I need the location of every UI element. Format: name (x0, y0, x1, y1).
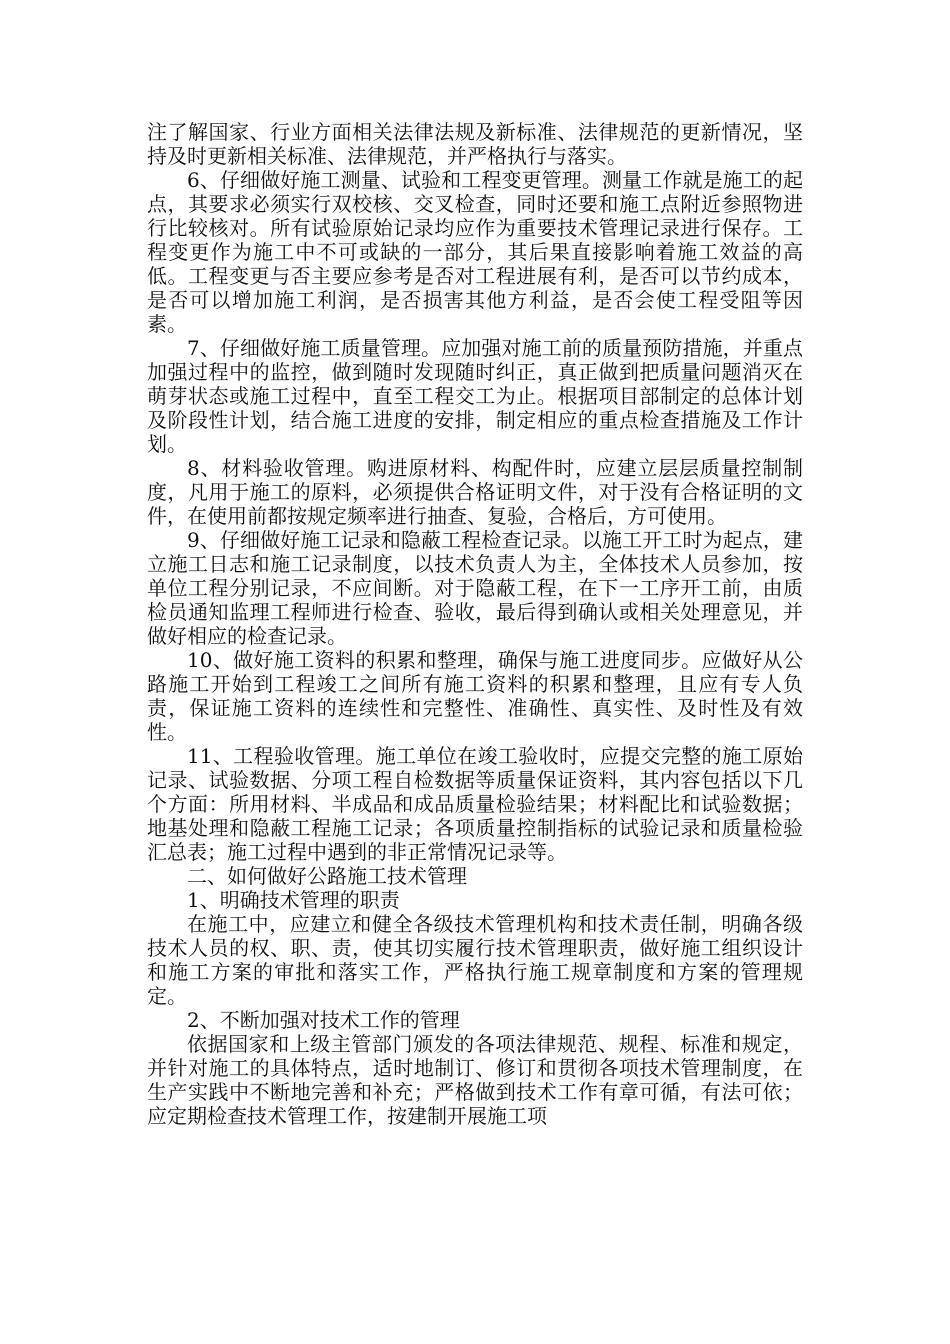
paragraph-continuation: 注了解国家、行业方面相关法律法规及新标准、法律规范的更新情况，坚持及时更新相关标准、法律规范，并严格执行与落实。 (147, 120, 803, 168)
paragraph-item-8: 8、材料验收管理。购进原材料、构配件时，应建立层层质量控制制度，凡用于施工的原料，必须提供合格证明文件，对于没有合格证明的文件，在使用前都按规定频率进行抽查、复验，合格后，方可使用。 (147, 456, 803, 528)
paragraph-item-11: 11、工程验收管理。施工单位在竣工验收时，应提交完整的施工原始记录、试验数据、分项工程自检数据等质量保证资料，其内容包括以下几个方面：所用材料、半成品和成品质量检验结果；材料配比和试验数据；地基处理和隐蔽工程施工记录；各项质量控制指标的试验记录和质量检验汇总表；施工过程中遇到的非正常情况记录等。 (147, 744, 803, 864)
subsection-heading-1: 1、明确技术管理的职责 (187, 888, 400, 912)
paragraph-responsibilities: 在施工中，应建立和健全各级技术管理机构和技术责任制，明确各级技术人员的权、职、责，使其切实履行技术管理职责，做好施工组织设计和施工方案的审批和落实工作，严格执行施工规章制度和方案的管理规定。 (147, 912, 803, 1008)
paragraph-item-7: 7、仔细做好施工质量管理。应加强对施工前的质量预防措施，并重点加强过程中的监控，做到随时发现随时纠正，真正做到把质量问题消灭在萌芽状态或施工过程中，直至工程交工为止。根据项目部制定的总体计划及阶段性计划，结合施工进度的安排，制定相应的重点检查措施及工作计划。 (147, 336, 803, 456)
document-body (147, 120, 803, 1128)
paragraph-technical-work: 依据国家和上级主管部门颁发的各项法律规范、规程、标准和规定，并针对施工的具体特点，适时地制订、修订和贯彻各项技术管理制度，在生产实践中不断地完善和补充；严格做到技术工作有章可循，有法可依；应定期检查技术管理工作，按建制开展施工项 (147, 1032, 803, 1128)
paragraph-item-10: 10、做好施工资料的积累和整理，确保与施工进度同步。应做好从公路施工开始到工程竣工之间所有施工资料的积累和整理，且应有专人负责，保证施工资料的连续性和完整性、准确性、真实性、及时性及有效性。 (147, 648, 803, 744)
paragraph-item-6: 6、仔细做好施工测量、试验和工程变更管理。测量工作就是施工的起点，其要求必须实行双校核、交叉检查，同时还要和施工点附近参照物进行比较核对。所有试验原始记录均应作为重要技术管理记录进行保存。工程变更作为施工中不可或缺的一部分，其后果直接影响着施工效益的高低。工程变更与否主要应参考是否对工程进展有利，是否可以节约成本，是否可以增加施工利润，是否损害其他方利益，是否会使工程受阻等因素。 (147, 168, 803, 336)
paragraph-item-9: 9、仔细做好施工记录和隐蔽工程检查记录。以施工开工时为起点，建立施工日志和施工记录制度，以技术负责人为主，全体技术人员参加，按单位工程分别记录，不应间断。对于隐蔽工程，在下一工序开工前，由质检员通知监理工程师进行检查、验收，最后得到确认或相关处理意见，并做好相应的检查记录。 (147, 528, 803, 648)
subsection-heading-2: 2、不断加强对技术工作的管理 (187, 1008, 460, 1032)
section-heading-2: 二、如何做好公路施工技术管理 (187, 864, 467, 888)
